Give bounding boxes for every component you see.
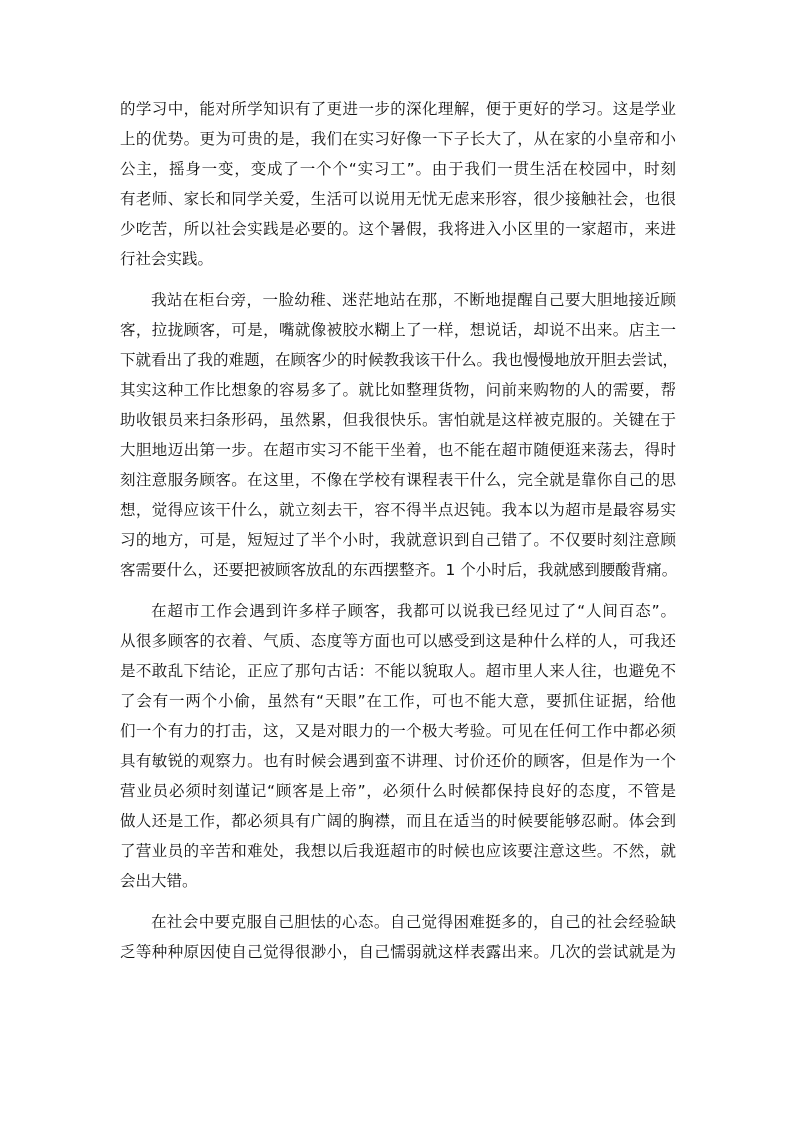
text-line: 是不敢乱下结论，正应了那句古话：不能以貌取人。超市里人来人往，也避免不 [120,662,676,680]
text-line: 公主，摇身一变，变成了一个个“实习工”。由于我们一贯生活在校园中，时刻 [120,160,676,178]
paragraph-4 [120,907,676,967]
paragraph-3 [120,596,676,896]
text-line: 有老师、家长和同学关爱，生活可以说用无忧无虑来形容，很少接触社会，也很 [120,190,676,208]
text-line: 具有敏锐的观察力。也有时候会遇到蛮不讲理、讨价还价的顾客，但是作为一个 [120,752,676,770]
text-line: 助收银员来扫条形码，虽然累，但我很快乐。害怕就是这样被克服的。关键在于 [120,411,676,429]
text-line: 的学习中，能对所学知识有了更进一步的深化理解，便于更好的学习。这是学业 [120,100,676,118]
paragraph-1 [120,94,676,274]
text-line: 营业员必须时刻谨记“顾客是上帝”，必须什么时候都保持良好的态度，不管是 [120,782,676,800]
text-line: 习的地方，可是，短短过了半个小时，我就意识到自己错了。不仅要时刻注意顾 [120,531,676,549]
text-line: 了营业员的辛苦和难处，我想以后我逛超市的时候也应该要注意这些。不然，就 [120,842,676,860]
text-line: 客需要什么，还要把被顾客放乱的东西摆整齐。1 个小时后，我就感到腰酸背痛。 [120,561,678,579]
text-line: 刻注意服务顾客。在这里，不像在学校有课程表干什么，完全就是靠你自己的思 [120,471,676,489]
text-line: 少吃苦，所以社会实践是必要的。这个暑假，我将进入小区里的一家超市，来进 [120,220,676,238]
text-line: 大胆地迈出第一步。在超市实习不能干坐着，也不能在超市随便逛来荡去，得时 [120,441,676,459]
text-line: 从很多顾客的衣着、气质、态度等方面也可以感受到这是种什么样的人，可我还 [120,632,676,650]
text-line: 在超市工作会遇到许多样子顾客，我都可以说我已经见过了“人间百态”。 [151,602,676,620]
text-line: 做人还是工作，都必须具有广阔的胸襟，而且在适当的时候要能够忍耐。体会到 [120,812,676,830]
text-line: 了会有一两个小偷，虽然有“天眼”在工作，可也不能大意，要抓住证据，给他 [120,692,676,710]
text-line: 其实这种工作比想象的容易多了。就比如整理货物，问前来购物的人的需要，帮 [120,381,676,399]
text-line: 我站在柜台旁，一脸幼稚、迷茫地站在那，不断地提醒自己要大胆地接近顾 [151,291,676,309]
text-line: 们一个有力的打击，这，又是对眼力的一个极大考验。可见在任何工作中都必须 [120,722,676,740]
text-line: 乏等种种原因使自己觉得很渺小，自己懦弱就这样表露出来。几次的尝试就是为 [120,943,676,961]
text-line: 上的优势。更为可贵的是，我们在实习好像一下子长大了，从在家的小皇帝和小 [120,130,676,148]
text-line: 下就看出了我的难题，在顾客少的时候教我该干什么。我也慢慢地放开胆去尝试， [120,351,679,369]
text-line: 行社会实践。 [120,250,214,268]
text-line: 想，觉得应该干什么，就立刻去干，容不得半点迟钝。我本以为超市是最容易实 [120,501,676,519]
paragraph-2 [120,285,679,585]
body-text [120,94,679,978]
text-line: 会出大错。 [120,872,198,890]
text-line: 在社会中要克服自己胆怯的心态。自己觉得困难挺多的，自己的社会经验缺 [151,913,676,931]
text-line: 客，拉拢顾客，可是，嘴就像被胶水糊上了一样，想说话，却说不出来。店主一 [120,321,676,339]
